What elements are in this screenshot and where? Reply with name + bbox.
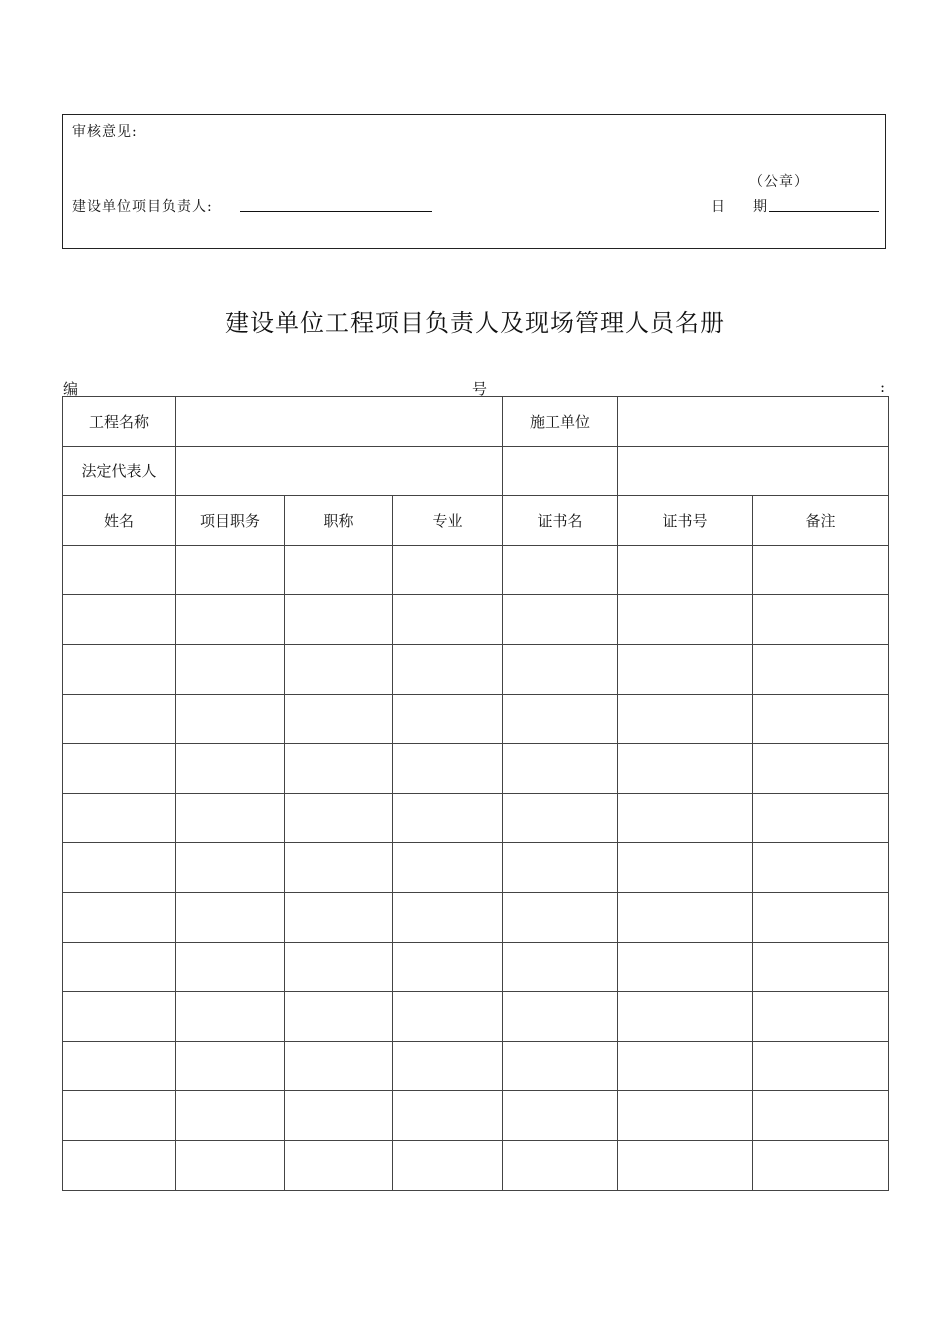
table-cell[interactable]: [63, 694, 176, 744]
table-cell[interactable]: [753, 744, 889, 794]
table-cell[interactable]: [503, 744, 618, 794]
table-cell[interactable]: [63, 644, 176, 694]
table-cell[interactable]: [393, 595, 503, 645]
column-header-row: [63, 496, 889, 546]
table-cell[interactable]: [285, 992, 393, 1042]
table-row: [63, 1041, 889, 1091]
table-cell[interactable]: [63, 1091, 176, 1141]
table-cell[interactable]: [753, 595, 889, 645]
date-label-day: 日: [711, 199, 726, 215]
table-cell[interactable]: [285, 694, 393, 744]
table-cell[interactable]: [63, 892, 176, 942]
table-cell[interactable]: [503, 644, 618, 694]
table-cell[interactable]: [618, 1140, 753, 1190]
signer-label: 建设单位项目负责人:: [72, 199, 213, 215]
table-cell[interactable]: [176, 992, 285, 1042]
table-cell[interactable]: [393, 992, 503, 1042]
table-cell[interactable]: [176, 644, 285, 694]
legal-rep-row: [63, 446, 889, 496]
table-cell[interactable]: [176, 1041, 285, 1091]
table-row: [63, 843, 889, 893]
table-row: [63, 942, 889, 992]
table-row: [63, 694, 889, 744]
column-header-certificate-name: 证书名: [503, 496, 618, 546]
column-header-title: 职称: [285, 496, 393, 546]
table-row: [63, 595, 889, 645]
project-name-label: 工程名称: [63, 397, 176, 447]
table-cell[interactable]: [393, 892, 503, 942]
table-cell[interactable]: [503, 545, 618, 595]
table-cell[interactable]: [63, 545, 176, 595]
table-cell[interactable]: [618, 1041, 753, 1091]
project-name-cell[interactable]: [176, 397, 503, 447]
table-cell[interactable]: [618, 992, 753, 1042]
number-label-middle: 号: [472, 380, 488, 398]
table-cell[interactable]: [393, 1091, 503, 1141]
table-row: [63, 1091, 889, 1141]
document-title: 建设单位工程项目负责人及现场管理人员名册: [225, 309, 725, 337]
table-cell[interactable]: [176, 843, 285, 893]
table-cell[interactable]: [285, 892, 393, 942]
table-cell[interactable]: [503, 843, 618, 893]
table-cell[interactable]: [393, 843, 503, 893]
table-cell[interactable]: [63, 1041, 176, 1091]
table-cell[interactable]: [753, 793, 889, 843]
table-cell[interactable]: [503, 595, 618, 645]
table-cell[interactable]: [753, 992, 889, 1042]
legal-rep-label: 法定代表人: [63, 446, 176, 496]
table-cell[interactable]: [285, 843, 393, 893]
column-header-specialty: 专业: [393, 496, 503, 546]
review-box: [62, 114, 886, 249]
table-cell[interactable]: [63, 793, 176, 843]
table-cell[interactable]: [753, 843, 889, 893]
table-cell[interactable]: [176, 545, 285, 595]
contractor-cell[interactable]: [618, 397, 889, 447]
table-cell[interactable]: [753, 545, 889, 595]
table-cell[interactable]: [618, 545, 753, 595]
table-cell[interactable]: [753, 644, 889, 694]
table-cell[interactable]: [393, 1140, 503, 1190]
table-cell[interactable]: [393, 644, 503, 694]
table-cell[interactable]: [176, 892, 285, 942]
table-cell[interactable]: [285, 644, 393, 694]
table-cell[interactable]: [176, 595, 285, 645]
table-cell[interactable]: [503, 1091, 618, 1141]
seal-label: （公章）: [749, 174, 809, 190]
project-info-row: [63, 397, 889, 447]
table-cell[interactable]: [285, 545, 393, 595]
table-cell[interactable]: [285, 1091, 393, 1141]
column-header-remarks: 备注: [753, 496, 889, 546]
legal-rep-extra-cell[interactable]: [503, 446, 618, 496]
table-row: [63, 644, 889, 694]
review-opinion-label: 审核意见:: [72, 124, 138, 140]
table-cell[interactable]: [393, 694, 503, 744]
table-cell[interactable]: [753, 892, 889, 942]
table-cell[interactable]: [618, 1091, 753, 1141]
table-cell[interactable]: [285, 744, 393, 794]
table-row: [63, 793, 889, 843]
table-cell[interactable]: [618, 595, 753, 645]
date-label-period: 期: [753, 199, 768, 215]
table-row: [63, 892, 889, 942]
table-cell[interactable]: [618, 942, 753, 992]
legal-rep-extra-cell-2[interactable]: [618, 446, 889, 496]
table-cell[interactable]: [393, 545, 503, 595]
column-header-name: 姓名: [63, 496, 176, 546]
table-cell[interactable]: [176, 1091, 285, 1141]
table-cell[interactable]: [753, 694, 889, 744]
table-cell[interactable]: [285, 1140, 393, 1190]
column-header-position: 项目职务: [176, 496, 285, 546]
table-row: [63, 992, 889, 1042]
table-cell[interactable]: [503, 992, 618, 1042]
table-cell[interactable]: [753, 942, 889, 992]
table-cell[interactable]: [176, 694, 285, 744]
table-cell[interactable]: [503, 892, 618, 942]
column-header-certificate-number: 证书号: [618, 496, 753, 546]
table-cell[interactable]: [503, 793, 618, 843]
table-cell[interactable]: [393, 793, 503, 843]
number-label-left: 编: [63, 380, 79, 398]
table-cell[interactable]: [503, 942, 618, 992]
table-cell[interactable]: [503, 694, 618, 744]
table-cell[interactable]: [63, 942, 176, 992]
table-cell[interactable]: [63, 843, 176, 893]
table-cell[interactable]: [393, 744, 503, 794]
table-cell[interactable]: [503, 1140, 618, 1190]
table-cell[interactable]: [618, 843, 753, 893]
table-cell[interactable]: [176, 1140, 285, 1190]
table-cell[interactable]: [63, 744, 176, 794]
table-cell[interactable]: [618, 644, 753, 694]
date-line[interactable]: [769, 211, 879, 212]
table-cell[interactable]: [176, 942, 285, 992]
table-cell[interactable]: [63, 595, 176, 645]
table-cell[interactable]: [618, 744, 753, 794]
contractor-label: 施工单位: [503, 397, 618, 447]
table-cell[interactable]: [176, 793, 285, 843]
table-cell[interactable]: [285, 1041, 393, 1091]
legal-rep-cell[interactable]: [176, 446, 503, 496]
table-cell[interactable]: [285, 595, 393, 645]
table-cell[interactable]: [285, 942, 393, 992]
table-cell[interactable]: [176, 744, 285, 794]
table-row: [63, 545, 889, 595]
signer-signature-line[interactable]: [240, 211, 432, 212]
table-row: [63, 1140, 889, 1190]
table-cell[interactable]: [503, 1041, 618, 1091]
table-cell[interactable]: [63, 1140, 176, 1190]
table-cell[interactable]: [753, 1091, 889, 1141]
table-cell[interactable]: [285, 793, 393, 843]
table-cell[interactable]: [393, 942, 503, 992]
table-cell[interactable]: [618, 793, 753, 843]
table-cell[interactable]: [753, 1041, 889, 1091]
table-cell[interactable]: [618, 694, 753, 744]
roster-table: [62, 396, 889, 1191]
table-cell[interactable]: [63, 992, 176, 1042]
table-cell[interactable]: [753, 1140, 889, 1190]
number-label-colon: :: [880, 378, 886, 396]
table-cell[interactable]: [618, 892, 753, 942]
table-cell[interactable]: [393, 1041, 503, 1091]
table-row: [63, 744, 889, 794]
